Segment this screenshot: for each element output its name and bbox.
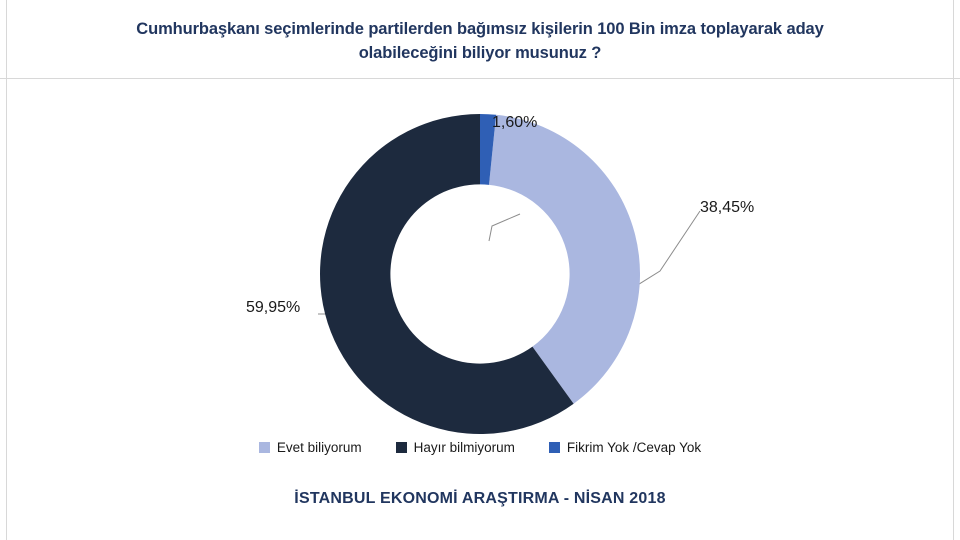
legend-label-fikir-yok: Fikrim Yok /Cevap Yok	[566, 440, 702, 455]
legend-item-hayir	[396, 440, 515, 455]
legend-item-evet	[259, 440, 362, 455]
source-footer: İSTANBUL EKONOMİ ARAŞTIRMA - NİSAN 2018	[294, 490, 666, 507]
legend-label-evet: Evet biliyorum	[276, 440, 362, 455]
legend-swatch-icon-evet	[259, 442, 270, 453]
donut-chart	[320, 114, 640, 434]
data-label-hayir: 59,95%	[246, 299, 301, 316]
chart-title-line-2: olabileceğini biliyor musunuz ?	[358, 43, 602, 62]
header-divider	[0, 78, 960, 79]
data-label-fikir-yok: 1,60%	[492, 114, 538, 131]
data-label-evet: 38,45%	[700, 199, 755, 216]
legend-item-fikir-yok	[549, 440, 701, 455]
donut-svg	[320, 114, 640, 434]
legend	[0, 440, 960, 455]
legend-swatch-icon-hayir	[396, 442, 407, 453]
chart-area	[0, 86, 960, 436]
legend-swatch-icon-fikir-yok	[549, 442, 560, 453]
chart-title-line-1: Cumhurbaşkanı seçimlerinde partilerden bağımsız kişilerin 100 Bin imza toplayarak aday	[136, 20, 824, 38]
chart-title	[60, 18, 900, 66]
legend-label-hayir: Hayır bilmiyorum	[413, 440, 515, 455]
